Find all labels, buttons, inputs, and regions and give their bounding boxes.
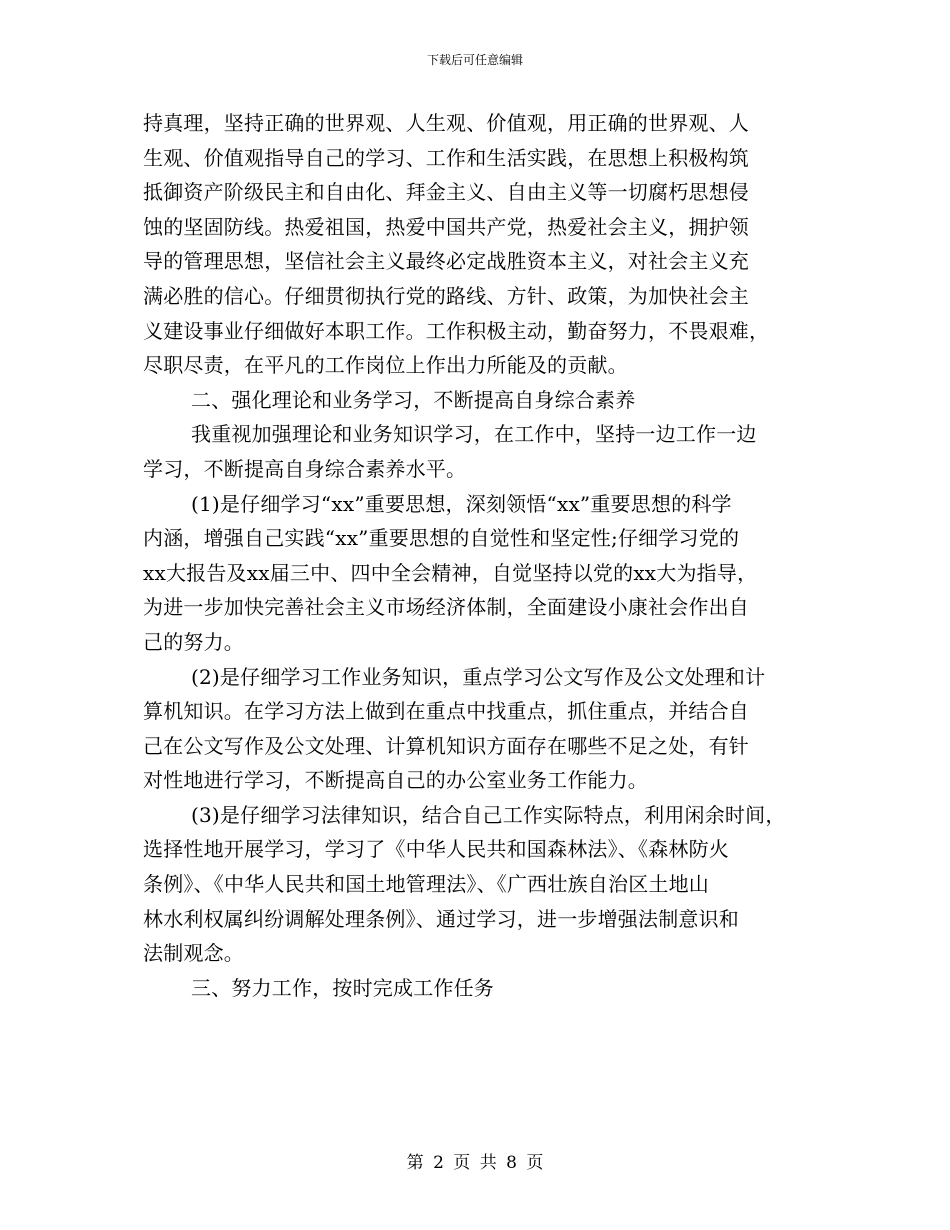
document-body: [143, 106, 807, 1005]
text-line: 义建设事业仔细做好本职工作。工作积极主动，勤奋努力，不畏艰难，: [143, 318, 770, 343]
text-line: (1)是仔细学习“xx”重要思想，深刻领悟“xx”重要思想的科学: [191, 491, 732, 516]
page-number: 第 2 页 共 8 页: [406, 1153, 544, 1173]
text-line: 选择性地开展学习，学习了《中华人民共和国森林法》、《森林防火: [143, 837, 729, 862]
text-line: (2)是仔细学习工作业务知识，重点学习公文写作及公文处理和计: [191, 664, 766, 689]
text-line: 己的努力。: [143, 629, 244, 654]
text-line: 对性地进行学习，不断提高自己的办公室业务工作能力。: [143, 768, 648, 793]
page-header: 下载后可任意编辑: [426, 53, 523, 67]
text-line: 抵御资产阶级民主和自由化、拜金主义、自由主义等一切腐朽思想侵: [143, 180, 749, 205]
text-line: xx大报告及xx届三中、四中全会精神，自觉坚持以党的xx大为指导，: [143, 560, 758, 585]
text-line: 林水利权属纠纷调解处理条例》、通过学习，进一步增强法制意识和: [143, 906, 739, 931]
section-heading: 二、强化理论和业务学习，不断提高自身综合素养: [191, 387, 636, 412]
text-line: 我重视加强理论和业务知识学习，在工作中，坚持一边工作一边: [191, 422, 757, 447]
text-line: 己在公文写作及公文处理、计算机知识方面存在哪些不足之处，有针: [143, 733, 749, 758]
text-line: 条例》、《中华人民共和国土地管理法》、《广西壮族自治区土地山: [143, 872, 709, 897]
text-line: 导的管理思想，坚信社会主义最终必定战胜资本主义，对社会主义充: [143, 249, 749, 274]
text-line: 尽职尽责，在平凡的工作岗位上作出力所能及的贡献。: [143, 353, 628, 378]
text-line: (3)是仔细学习法律知识，结合自己工作实际特点，利用闲余时间，: [191, 802, 786, 827]
text-line: 持真理，坚持正确的世界观、人生观、价值观，用正确的世界观、人: [143, 111, 749, 135]
text-line: 内涵，增强自己实践“xx”重要思想的自觉性和坚定性;仔细学习党的: [143, 526, 740, 551]
text-line: 学习，不断提高自身综合素养水平。: [143, 456, 467, 481]
text-line: 满必胜的信心。仔细贯彻执行党的路线、方针、政策，为加快社会主: [143, 283, 749, 308]
text-line: 法制观念。: [143, 941, 244, 966]
text-line: 生观、价值观指导自己的学习、工作和生活实践，在思想上积极构筑: [143, 145, 749, 170]
text-line: 为进一步加快完善社会主义市场经济体制，全面建设小康社会作出自: [143, 595, 749, 620]
section-heading: 三、努力工作，按时完成工作任务: [191, 975, 494, 1000]
text-line: 算机知识。在学习方法上做到在重点中找重点，抓住重点，并结合自: [143, 699, 749, 724]
text-line: 蚀的坚固防线。热爱祖国，热爱中国共产党，热爱社会主义，拥护领: [143, 214, 749, 239]
